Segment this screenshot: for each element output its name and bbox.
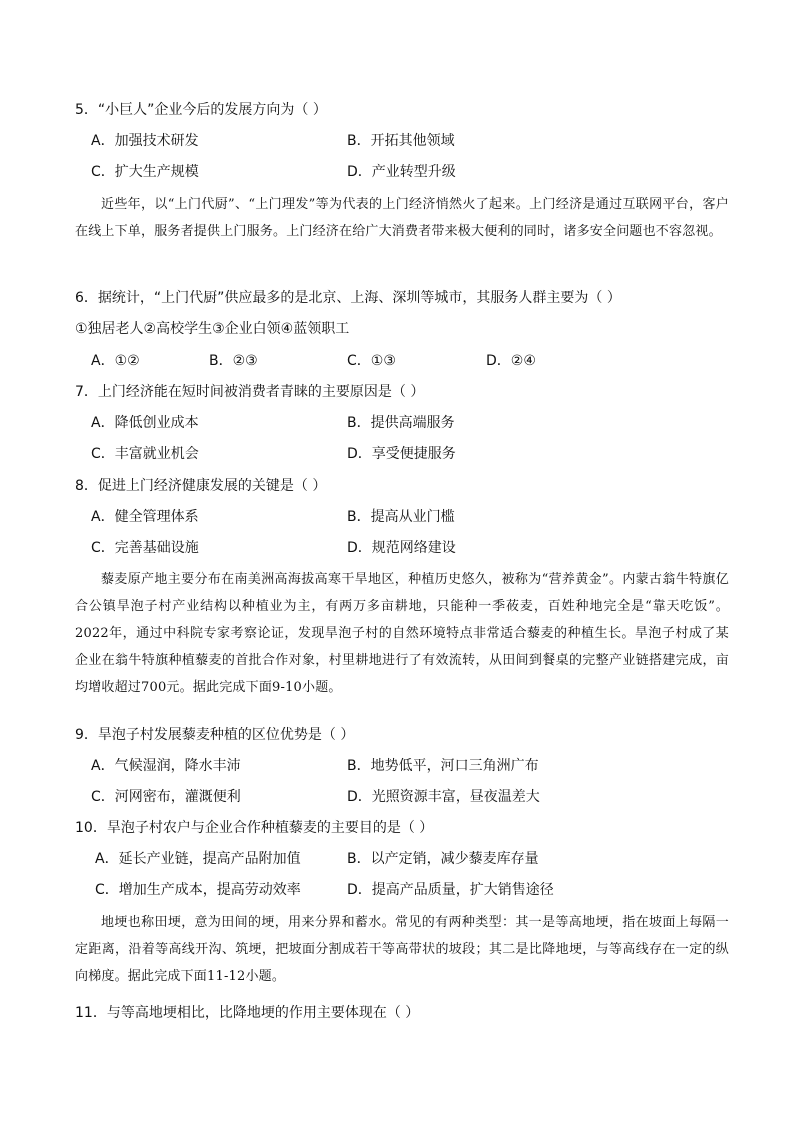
question-7-stem: 7．上门经济能在短时间被消费者青睐的主要原因是（ ） bbox=[75, 384, 425, 400]
question-11-stem: 11．与等高地埂相比，比降地埂的作用主要体现在（ ） bbox=[75, 1005, 420, 1021]
question-5-option-d: D．产业转型升级 bbox=[347, 164, 456, 180]
question-7-option-a: A．降低创业成本 bbox=[91, 415, 199, 431]
question-6-stem: 6．据统计，“上门代厨”供应最多的是北京、上海、深圳等城市，其服务人群主要为（ ） bbox=[75, 290, 621, 306]
question-5-option-c: C．扩大生产规模 bbox=[91, 164, 199, 180]
question-10-option-d: D．提高产品质量，扩大销售途径 bbox=[347, 882, 554, 898]
question-6-option-c: C．①③ bbox=[347, 353, 396, 369]
question-7-option-c: C．丰富就业机会 bbox=[91, 446, 199, 462]
question-9-stem: 9．旱泡子村发展藜麦种植的区位优势是（ ） bbox=[75, 727, 355, 743]
question-10-option-c: C．增加生产成本，提高劳动效率 bbox=[95, 882, 301, 898]
question-9-option-a: A．气候湿润，降水丰沛 bbox=[91, 758, 241, 774]
question-8-option-d: D．规范网络建设 bbox=[347, 540, 456, 556]
question-7-option-d: D．享受便捷服务 bbox=[347, 446, 456, 462]
question-6-option-b: B．②③ bbox=[209, 353, 258, 369]
question-5-stem: 5．“小巨人”企业今后的发展方向为（ ） bbox=[75, 102, 327, 118]
question-6-option-d: D．②④ bbox=[486, 353, 536, 369]
question-5-option-a: A．加强技术研发 bbox=[91, 133, 199, 149]
passage-quinoa: 藜麦原产地主要分布在南美洲高海拔高寒干旱地区，种植历史悠久，被称为“营养黄金”。内蒙古翁牛特旗亿合公镇旱泡子村产业结构以种植业为主，有两万多亩耕地，只能种一季莜麦，百姓种地完全是“靠天吃饭”。2022年，通过中科院专家考察论证，发现旱泡子村的自然环境特点非常适合藜麦的种植生长。旱泡子村成了某企业在翁牛特旗种植藜麦的首批合作对象，村里耕地进行了有效流转，从田间到餐桌的完整产业链搭建完成，亩均增收超过700元。据此完成下面9-10小题。 bbox=[75, 572, 729, 695]
question-9-option-b: B．地势低平，河口三角洲广布 bbox=[347, 758, 539, 774]
question-8-option-c: C．完善基础设施 bbox=[91, 540, 199, 556]
question-8-stem: 8．促进上门经济健康发展的关键是（ ） bbox=[75, 478, 327, 494]
question-8-option-b: B．提高从业门槛 bbox=[347, 509, 455, 525]
question-10-option-a: A．延长产业链，提高产品附加值 bbox=[95, 851, 301, 867]
question-6-choices: ①独居老人②高校学生③企业白领④蓝领职工 bbox=[75, 321, 350, 337]
question-5-option-b: B．开拓其他领域 bbox=[347, 133, 455, 149]
question-9-option-c: C．河网密布，灌溉便利 bbox=[91, 789, 241, 805]
question-7-option-b: B．提供高端服务 bbox=[347, 415, 455, 431]
question-8-option-a: A．健全管理体系 bbox=[91, 509, 199, 525]
passage-door-to-door-economy: 近些年，以“上门代厨”、“上门理发”等为代表的上门经济悄然火了起来。上门经济是通过互联网平台，客户在线上下单，服务者提供上门服务。上门经济在给广大消费者带来极大便利的同时，诸多安全问题也不容忽视。 bbox=[75, 197, 729, 239]
passage-field-ridges: 地埂也称田埂，意为田间的埂，用来分界和蓄水。常见的有两种类型：其一是等高地埂，指在坡面上每隔一定距离，沿着等高线开沟、筑埂，把坡面分割成若干等高带状的坡段；其二是比降地埂，与等高线存在一定的纵向梯度。据此完成下面11-12小题。 bbox=[75, 915, 729, 984]
question-10-option-b: B．以产定销，减少藜麦库存量 bbox=[347, 851, 539, 867]
question-10-stem: 10．旱泡子村农户与企业合作种植藜麦的主要目的是（ ） bbox=[75, 820, 434, 836]
question-6-option-a: A．①② bbox=[91, 353, 140, 369]
question-9-option-d: D．光照资源丰富，昼夜温差大 bbox=[347, 789, 540, 805]
